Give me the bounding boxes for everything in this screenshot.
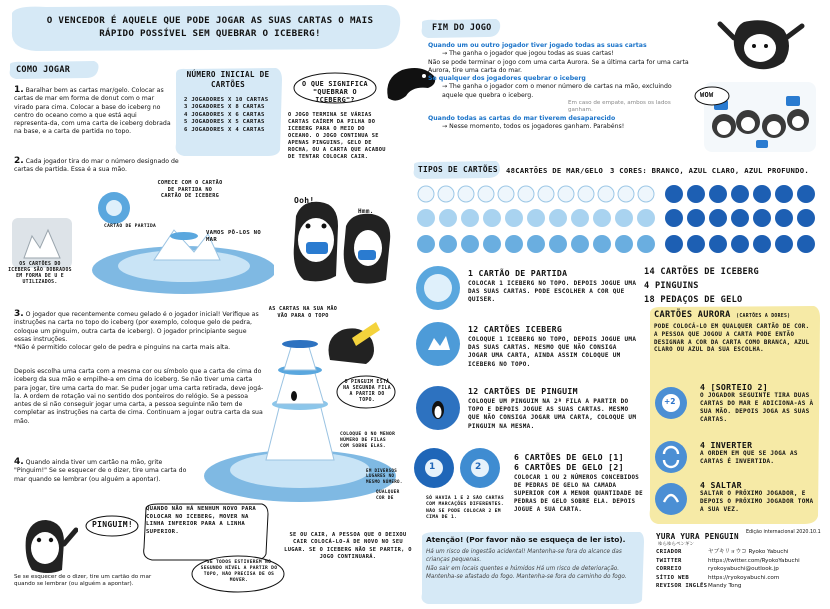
gelo-text: COLOCAR 1 OU 2 NÚMEROS CONCEBIDOS DE PEDRAS DE GELO NA CAMADA SUPERIOR COM A MENOR QUANTIDADE DE PEDRAS DE GELO SOBRE ELA. DEPOIS JOGUE A SUA CARTA. [514, 475, 643, 513]
pinguim-title: 12 CARTÕES DE PINGUIM [468, 386, 578, 396]
numero-row: 6 JOGADORES X 4 CARTAS [184, 126, 265, 133]
aurora-text: PODE COLOCÁ-LO EM QUALQUER CARTÃO DE COR. A PESSOA QUE JOGOU A CARTA PODE ENTÃO DESIGNAR A COR DA CARTA COMO BRANCA, AZUL CLARO OU AZUL DA SUA ESCOLHA. [654, 324, 810, 354]
step-3-note: *Não é permitido colocar gelo de pedra e pinguins na carta mais alta. [14, 344, 231, 352]
atencao-line: Não sair em locais quentes e húmidos Há um risco de deterioração. [426, 565, 620, 572]
como-jogar-heading: COMO JOGAR [16, 65, 71, 75]
numero-row: 2 JOGADORES X 10 CARTAS [184, 97, 269, 103]
step-2 [14, 157, 179, 175]
sorteio-title: 4 [SORTEIO 2] [700, 382, 768, 392]
quebrar-text: O JOGO TERMINA SE VÁRIAS CARTAS CAÍREM DA PILHA DO ICEBERG PARA O MEIO DO OCEANO. O JOGO CONTINUA SE APENAS PINGUINS, GELO DE ROCHA, OU A CARTA QUE ACABOU DE TENTAR COLOCAR CAIR. [288, 112, 386, 160]
tipos-heading: TIPOS DE CARTÕES [418, 165, 498, 174]
label-cartas-na-sua-mao: AS CARTAS NA SUA MÃO VÃO PARA O TOPO [268, 306, 338, 319]
saltar-title: 4 SALTAR [700, 480, 742, 490]
step-4-number: 4. [14, 457, 24, 467]
atencao-line: Há um risco de ingestão acidental! Mantenha-se fora do alcance das crianças pequenas. [426, 549, 622, 564]
credits-value: ヤブキリョウコ Ryoko Yabuchi [708, 549, 789, 555]
inverter-text: A ORDEM EM QUE SE JOGA AS CARTAS É INVERTIDA. [700, 450, 798, 465]
count-pinguins: 4 PINGUINS [644, 281, 699, 291]
credits-value[interactable]: ryokoyabuchi@outlook.jp [708, 566, 779, 573]
credits-value: Mandy Tong [708, 583, 742, 590]
credits-row [656, 548, 826, 557]
credits-heading-jp: ゆらゆらペンギン [658, 542, 694, 547]
page-title: O VENCEDOR É AQUELE QUE PODE JOGAR AS SUAS CARTAS O MAIS RÁPIDO POSSÍVEL SEM QUEBRAR O ICEBERG! [46, 15, 374, 39]
step-2-number: 2. [14, 156, 24, 166]
inverter-title: 4 INVERTER [700, 440, 753, 450]
tipos-three-colors: 3 CORES: BRANCO, AZUL CLARO, AZUL PROFUNDO. [610, 166, 809, 175]
sorteio-badge: +2 [664, 397, 676, 406]
wow-text: WOW [700, 91, 714, 99]
white-cards-row [418, 186, 654, 202]
numero-row: 5 JOGADORES X 5 CARTAS [184, 119, 265, 126]
label-quando-nao: QUANDO NÃO HÁ NENHUM NOVO PARA COLOCAR NO ICEBERG, MOVER NA LINHA INFERIOR PARA A LINHA SUPERIOR. [146, 506, 257, 535]
pinguim-card-icon [414, 384, 462, 432]
pinguim-shout-text: PINGUIM! [92, 520, 133, 529]
credits-key: CORREIO [656, 566, 682, 573]
step-4-footnote: Se se esquecer de o dizer, tire um cartão do mar quando se lembrar (ou alguém a apontar). [14, 574, 152, 588]
credits-row [656, 565, 826, 574]
partida-card-icon [414, 264, 462, 312]
atencao-lines [426, 548, 638, 582]
credits-row [656, 557, 826, 566]
gelo-cards-icons [412, 446, 504, 492]
label-pinguim-esta: O PINGUIM ESTÁ NA SEGUNDA FILA A PARTIR DO TOPO. [343, 380, 391, 403]
iceberg-title: 12 CARTÕES ICEBERG [468, 324, 563, 334]
numero-row: 4 JOGADORES X 6 CARTAS [184, 111, 265, 118]
ooh-text: Ooh! [294, 196, 315, 205]
gelo-note: SÓ HAVIA 1 E 2 SÃO CARTAS COM MARCAÇÕES DIFERENTES. NÃO SE PODE COLOCAR 2 EM CIMA DE 1. [426, 496, 505, 521]
sea-cards-grid [412, 182, 826, 262]
credits-key: CRIADOR [656, 549, 682, 555]
fim-line6: Quando todas as cartas do mar tiverem desaparecido [428, 114, 616, 122]
two-penguins-illustration [276, 196, 402, 288]
fim-line4: Se qualquer dos jogadores quebrar o iceberg [428, 75, 586, 83]
fim-body [428, 42, 690, 131]
credits-key: SÍTIO WEB [656, 574, 690, 581]
step-1-text: Baralhar bem as cartas mar/gelo. Colocar as cartas de mar em forma de donut com o mar virado para cima. Colocar a base do iceberg no centro do oceano como a que está aqui representa-da, com uma carta de iceberg dobrada na base, e a carta de partida no topo. [14, 87, 171, 136]
fim-line3: Não se pode terminar o jogo com uma carta Aurora. Se a última carta for uma carta Aurora, tire uma carta do mar. [428, 58, 689, 74]
step-4 [14, 458, 194, 484]
quebrar-heading: O QUE SIGNIFICA "QUEBRAR O ICEBERG"? [302, 80, 368, 104]
credits-rows [656, 548, 826, 591]
shouting-penguin-illustration [14, 514, 78, 574]
tipos-sea-cards: 48CARTÕES DE MAR/GELO [506, 166, 604, 175]
numero-inicial-list [184, 97, 280, 134]
step-4-text: Quando ainda tiver um cartão na mão, grite "Pinguim!" Se se esquecer de o dizer, tire uma carta do mar quando se lembrar (ou alguém a apontar). [14, 459, 187, 483]
step-3-number: 3. [14, 309, 24, 319]
step-1-number: 1. [14, 85, 24, 95]
deep-sea-cards-block [665, 185, 815, 253]
label-em-diversos: EM DIVERSOS LUGARES NO MESMO NÚMERO. [366, 468, 403, 484]
numero-row: 3 JOGADORES X 8 CARTAS [184, 104, 265, 111]
step-3b: Depois escolha uma carta com a mesma cor ou símbolo que a carta de cima do iceberg da sua mão e empilhe-a em cima do iceberg. Se não tiver uma carta para jogar, tire uma carta do mar. Se puder jogar uma carta retirada, deve jogá-la. A ordem de rotação vai no sentido dos ponteiros do relógio. Se a pessoa antes de si não conseguir jogar uma carta, a pessoa seguinte não tem de completar as instruções na carta de cima. Continuam a jogar outra carta da sua mão. [14, 368, 264, 425]
fim-line2: → The ganha o jogador que jogou todas as suas cartas! [442, 50, 614, 58]
fim-line1: Quando um ou outro jogador tiver jogado todas as suas cartas [428, 42, 647, 49]
deepblue-cards-row [417, 235, 655, 253]
gelo2-badge: 2 [475, 462, 482, 472]
credits-value[interactable]: https://twitter.com/RyokoYabuchi [708, 557, 800, 564]
lightblue-cards-row [417, 209, 655, 227]
label-se-todos: SE TODOS ESTIVEREM NO SEGUNDO NÍVEL A PARTIR DO TOPO, NÃO PRECISA DE OS MOVER. [200, 560, 278, 583]
iceberg-setup-illustration [84, 190, 274, 300]
label-oos-cartoes: OS CARTÕES DO ICEBERG SÃO DOBRADOS EM FORMA DE U E UTILIZADOS. [8, 262, 72, 285]
component-counts [644, 265, 759, 307]
count-iceberg: 14 CARTÕES DE ICEBERG [644, 267, 759, 277]
step-2-text: Cada jogador tira do mar o número designado de cartas de partida. Essa é a sua mão. [14, 158, 179, 174]
credits-row [656, 574, 826, 583]
credits-heading: YURA YURA PENGUIN [656, 532, 739, 541]
hmm-text: Hmm. [358, 208, 374, 215]
sorteio-text: O JOGADOR SEGUINTE TIRA DUAS CARTAS DO MAR E ADICIONA-AS À SUA MÃO. DEPOIS JOGA AS SUAS CARTAS. [700, 392, 814, 423]
numero-inicial-heading: NÚMERO INICIAL DE CARTÕES [186, 70, 270, 89]
iceberg-text: COLOQUE 1 ICEBERG NO TOPO, DEPOIS JOGUE UMA DAS SUAS CARTAS. MESMO QUE NÃO CONSIGA JOGAR UMA CARTA, AINDA ASSIM COLOQUE UM ICEBERG NO TOPO. [468, 336, 637, 368]
fim-heading: FIM DO JOGO [432, 23, 492, 33]
pinguim-text: COLOQUE UM PINGUIM NA 2ª FILA A PARTIR DO TOPO E DEPOIS JOGUE AS SUAS CARTAS. MESMO QUE NÃO CONSIGA JOGAR UMA CARTA, COLOQUE UM PINGUIM NA MESMA. [468, 398, 637, 430]
count-gelo: 18 PEDAÇOS DE GELO [644, 295, 743, 305]
iceberg-card-icon [414, 320, 462, 368]
atencao-title: Atenção! (Por favor não se esqueça de ler isto). [426, 535, 626, 544]
saltar-card-icon [654, 482, 688, 516]
label-qualquer: QUALQUER COR DE [376, 490, 400, 501]
label-coloque: COLOQUE O NO MENOR NÚMERO DE FILAS COM SOBRE ELAS. [340, 432, 396, 449]
saltar-text: SALTAR O PRÓXIMO JOGADOR, E DEPOIS O PRÓXIMO JOGADOR TOMA A SUA VEZ. [700, 490, 814, 513]
partida-text: COLOCAR 1 ICEBERG NO TOPO. DEPOIS JOGUE UMA DAS SUAS CARTAS. PODE ESCOLHER A COR QUE QUISER. [468, 280, 637, 304]
atencao-line: Mantenha-se afastado do fogo. Mantenha-se fora do caminho do fogo. [426, 574, 627, 581]
inverter-card-icon [654, 440, 688, 474]
credits-edition: Edição internacional 2020.10.1 [746, 530, 821, 535]
label-vamos: VAMOS PÔ-LOS NO MAR [206, 230, 262, 243]
label-comece: COMECE COM O CARTÃO DE PARTIDA NO CARTÃO DE ICEBERG [157, 180, 223, 199]
gelo2-title: 6 CARTÕES DE GELO [2] [514, 462, 624, 472]
gelo-titles [514, 452, 624, 472]
credits-key: TWITTER [656, 557, 682, 564]
step-1 [14, 86, 174, 137]
aurora-heading-text: CARTÕES AURORA [654, 310, 731, 320]
fim-line5-note: Em caso de empate, ambos os lados ganham. [568, 100, 671, 114]
step-3-text: O jogador que recentemente comeu gelado é o jogador inicial! Verifique as instruções na carta no topo do iceberg (por exemplo, coloque gelo de pedra, coloque um pinguim, outra carta de iceberg). O jogador principiante segue essas instruções. [14, 311, 259, 343]
credits-key: REVISOR INGLÊS [656, 583, 708, 590]
label-cartao-partida: CARTÃO DE PARTIDA [104, 224, 157, 229]
fim-line5: → The ganha o jogador com o menor número de cartas na mão, excluindo aquele que quebra o iceberg. [442, 83, 672, 99]
fim-line7: → Nesse momento, todos os jogadores ganham. Parabéns! [442, 123, 625, 131]
credits-row [656, 582, 826, 591]
label-se-cair: SE OU CAIR, A PESSOA QUE O DEIXOU CAIR COLOCÁ-LO-Á DE NOVO NO SEU LUGAR. SE O ICEBERG NÃO SE PARTIR, O JOGO CONTINUARÁ. [284, 532, 412, 561]
gelo1-badge: 1 [429, 462, 436, 472]
aurora-heading [654, 310, 790, 320]
gelo1-title: 6 CARTÕES DE GELO [1] [514, 452, 624, 462]
credits-value[interactable]: https://ryokoyabuchi.com [708, 574, 780, 581]
partida-title: 1 CARTÃO DE PARTIDA [468, 268, 568, 278]
aurora-heading-note: (CARTÕES A DORES) [736, 314, 791, 319]
penguin-holding-card-illustration [316, 320, 386, 368]
